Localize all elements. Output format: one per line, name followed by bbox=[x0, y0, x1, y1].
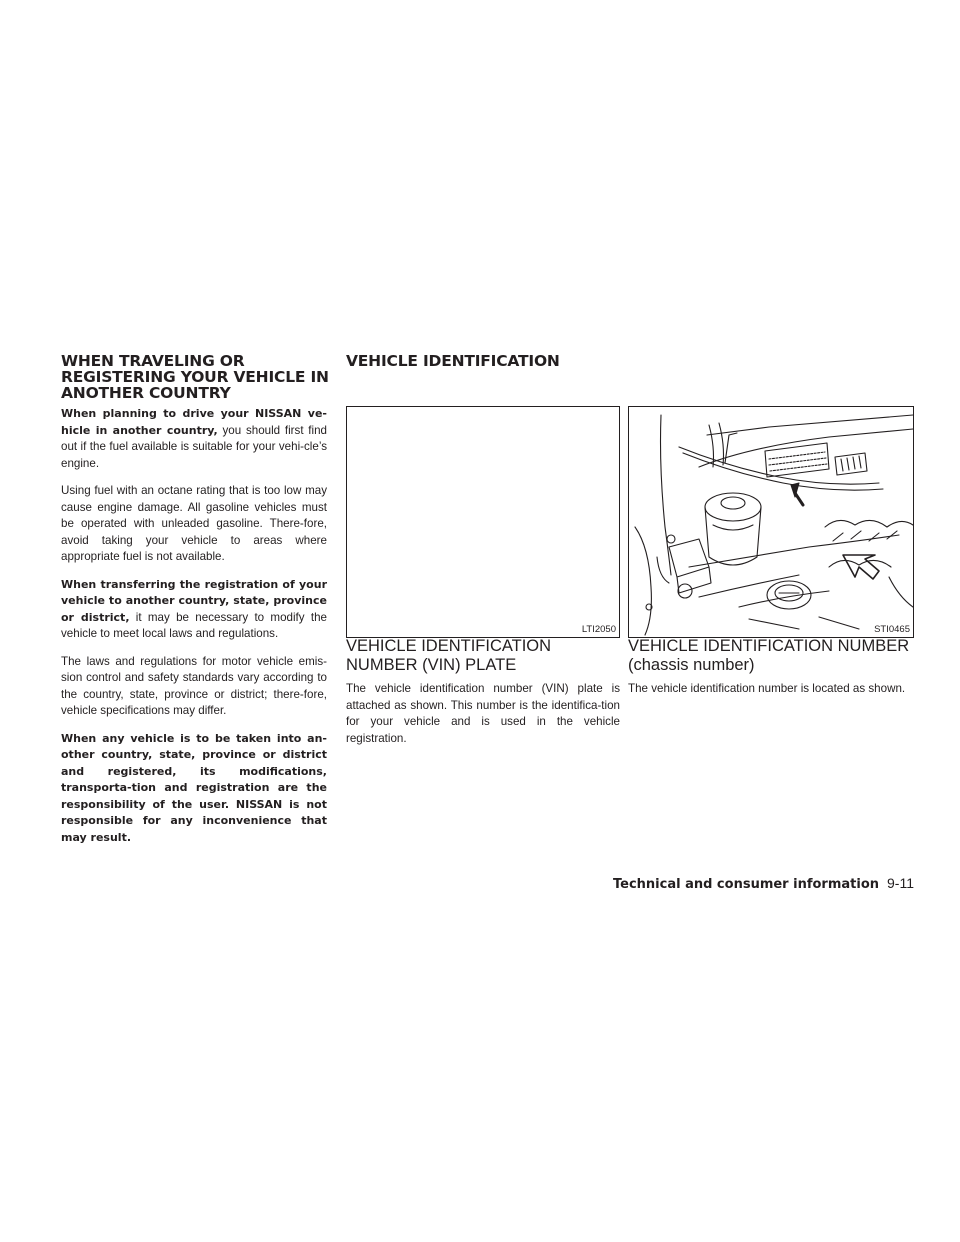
engine-bay-illustration bbox=[629, 407, 913, 637]
section-heading-vehicle-identification: VEHICLE IDENTIFICATION bbox=[346, 352, 560, 370]
paragraph: Using fuel with an octane rating that is too low may cause engine damage. All gasoline vehicles must be operated with unleaded gasoline. There-fore, avoid taking your vehicle to areas where appropriate fuel is not available. bbox=[61, 484, 327, 563]
page-number: 9-11 bbox=[887, 875, 914, 891]
paragraph: The laws and regulations for motor vehicle emis-sion control and safety standards vary according to the country, state, province or district; there-fore, vehicle specifications may differ. bbox=[61, 654, 327, 717]
page-footer bbox=[613, 875, 914, 893]
figure-code: LTI2050 bbox=[581, 624, 616, 635]
left-column bbox=[61, 406, 327, 857]
chassis-number-description: The vehicle identification number is located as shown. bbox=[628, 682, 906, 695]
figure-vin-plate bbox=[346, 406, 620, 638]
subheading-chassis-number: VEHICLE IDENTIFICATION NUMBER (chassis number) bbox=[628, 637, 910, 674]
vin-plate-description: The vehicle identification number (VIN) plate is attached as shown. This number is the identifica-tion for your vehicle and is used in the vehicle registration. bbox=[346, 682, 620, 745]
figure-chassis-number bbox=[628, 406, 914, 638]
footer-section-title: Technical and consumer information bbox=[612, 877, 880, 892]
paragraph: When transferring the registration of your vehicle to another country, state, province or district, it may be necessary to modify the vehicle to meet local laws and regulations. bbox=[61, 577, 327, 640]
subheading-vin-plate: VEHICLE IDENTIFICATION NUMBER (VIN) PLATE bbox=[346, 637, 552, 674]
paragraph: When planning to drive your NISSAN ve-hicle in another country, you should first find out if the fuel available is suitable for your vehi-cle’s engine. bbox=[61, 407, 327, 470]
paragraph: When any vehicle is to be taken into an-other country, state, province or district and registered, its modifications, transporta-tion and registration are the responsibility of the user. NISSAN is not responsible for any inconvenience that may result. bbox=[61, 731, 327, 844]
figure-code: STI0465 bbox=[874, 624, 910, 635]
section-heading-traveling: WHEN TRAVELING OR REGISTERING YOUR VEHICLE IN ANOTHER COUNTRY bbox=[61, 352, 329, 402]
